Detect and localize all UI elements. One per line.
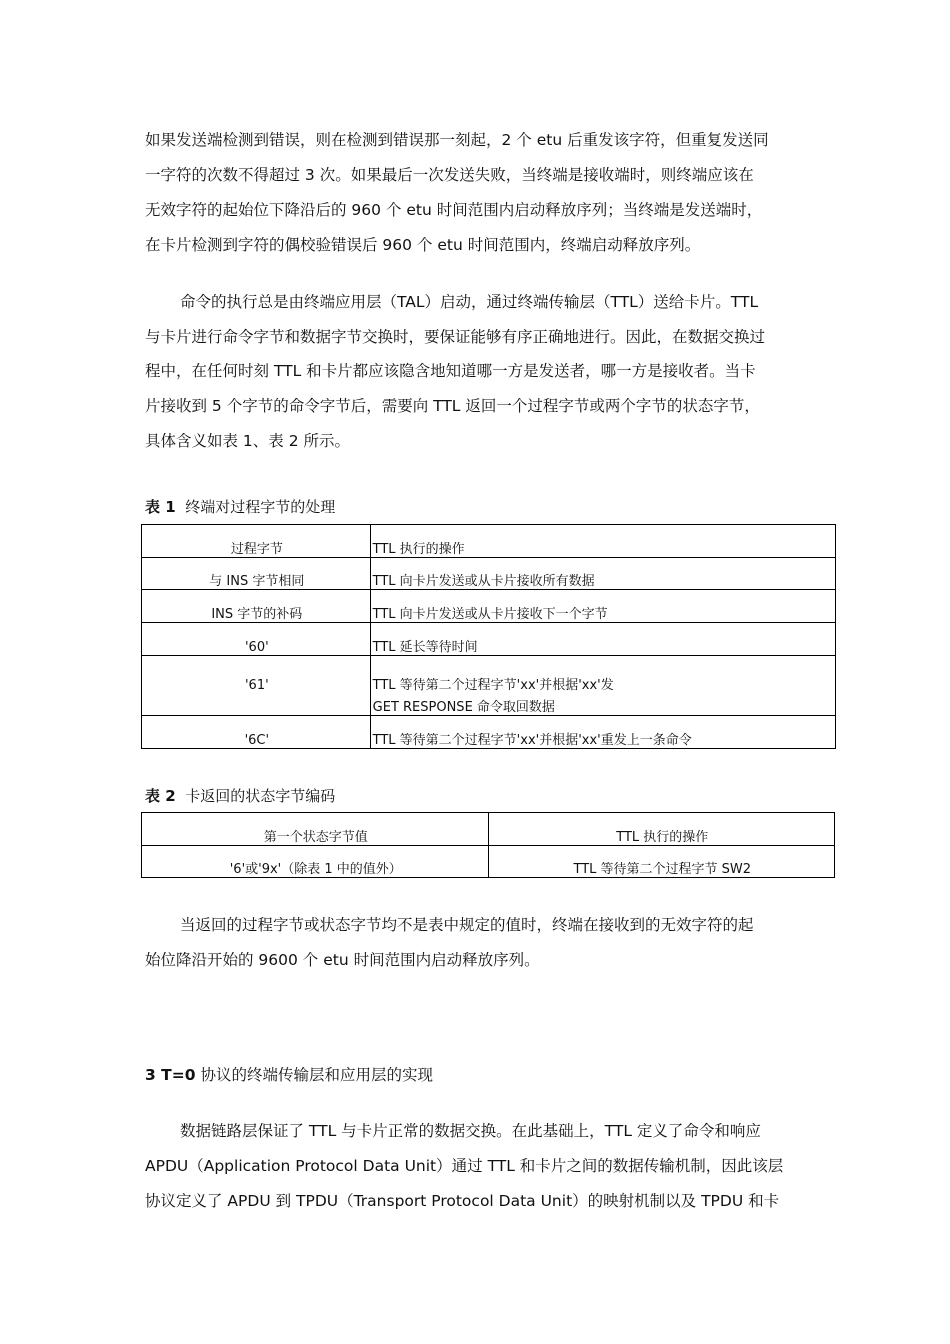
- text-line: APDU（Application Protocol Data Unit）通过 TTL 和卡片之间的数据传输机制，因此该层: [145, 1157, 784, 1175]
- table-row: [142, 590, 836, 623]
- table1-caption-label: 表 1: [145, 498, 176, 516]
- ttl-action-cell: TTL 延长等待时间: [370, 623, 835, 656]
- section-number: 3 T=0: [145, 1066, 196, 1084]
- table2-caption-text: 卡返回的状态字节编码: [185, 787, 336, 805]
- status-byte-cell: '6'或'9x'（除表 1 中的值外）: [142, 846, 489, 878]
- text-line: 当返回的过程字节或状态字节均不是表中规定的值时，终端在接收到的无效字符的起: [180, 916, 754, 934]
- procedure-byte-cell: '60': [142, 623, 371, 656]
- text-line: 如果发送端检测到错误，则在检测到错误那一刻起，2 个 etu 后重发该字符，但重复发送同: [145, 131, 769, 149]
- table-row: [142, 716, 836, 749]
- text-line: 程中，在任何时刻 TTL 和卡片都应该隐含地知道哪一方是发送者，哪一方是接收者。当卡: [145, 362, 756, 380]
- procedure-byte-cell: '61': [142, 656, 371, 716]
- text-line: 命令的执行总是由终端应用层（TAL）启动，通过终端传输层（TTL）送给卡片。TTL: [180, 293, 759, 311]
- text-line: 始位降沿开始的 9600 个 etu 时间范围内启动释放序列。: [145, 951, 540, 969]
- ttl-action-cell: TTL 向卡片发送或从卡片接收下一个字节: [370, 590, 835, 623]
- procedure-byte-table: [141, 524, 836, 749]
- ttl-action-cell: TTL 等待第二个过程字节 SW2: [488, 846, 834, 878]
- table-header-cell: TTL 执行的操作: [488, 813, 834, 846]
- table-header-row: [142, 813, 835, 846]
- table-row: [142, 558, 836, 590]
- table-header-cell: 第一个状态字节值: [142, 813, 489, 846]
- section-title: 协议的终端传输层和应用层的实现: [200, 1066, 433, 1084]
- status-byte-table: [141, 812, 835, 878]
- text-line: 与卡片进行命令字节和数据字节交换时，要保证能够有序正确地进行。因此，在数据交换过: [145, 328, 766, 346]
- table-row: [142, 623, 836, 656]
- procedure-byte-cell: 与 INS 字节相同: [142, 558, 371, 590]
- table-row: [142, 656, 836, 716]
- text-line: 无效字符的起始位下降沿后的 960 个 etu 时间范围内启动释放序列；当终端是发送端时，: [145, 201, 763, 219]
- table2-caption-label: 表 2: [145, 787, 176, 805]
- text-line: 一字符的次数不得超过 3 次。如果最后一次发送失败，当终端是接收端时，则终端应该在: [145, 166, 754, 184]
- text-line: 片接收到 5 个字节的命令字节后，需要向 TTL 返回一个过程字节或两个字节的状态字节，: [145, 397, 760, 415]
- table1-caption-text: 终端对过程字节的处理: [185, 498, 336, 516]
- table-header-cell: 过程字节: [142, 525, 371, 558]
- ttl-action-cell: TTL 等待第二个过程字节'xx'并根据'xx'重发上一条命令: [370, 716, 835, 749]
- section-heading: [145, 1063, 433, 1085]
- ttl-action-cell: TTL 等待第二个过程字节'xx'并根据'xx'发 GET RESPONSE 命令取回数据: [370, 656, 835, 716]
- table-header-row: [142, 525, 836, 558]
- ttl-action-cell: TTL 向卡片发送或从卡片接收所有数据: [370, 558, 835, 590]
- text-line: 数据链路层保证了 TTL 与卡片正常的数据交换。在此基础上，TTL 定义了命令和响应: [180, 1122, 761, 1140]
- text-line: 在卡片检测到字符的偶校验错误后 960 个 etu 时间范围内，终端启动释放序列。: [145, 236, 701, 254]
- procedure-byte-cell: INS 字节的补码: [142, 590, 371, 623]
- procedure-byte-cell: '6C': [142, 716, 371, 749]
- text-line: 具体含义如表 1、表 2 所示。: [145, 432, 351, 450]
- table-header-cell: TTL 执行的操作: [370, 525, 835, 558]
- table1-caption: [145, 496, 335, 517]
- table-row: [142, 846, 835, 878]
- table2-caption: [145, 785, 335, 806]
- text-line: 协议定义了 APDU 到 TPDU（Transport Protocol Data Unit）的映射机制以及 TPDU 和卡: [145, 1192, 780, 1210]
